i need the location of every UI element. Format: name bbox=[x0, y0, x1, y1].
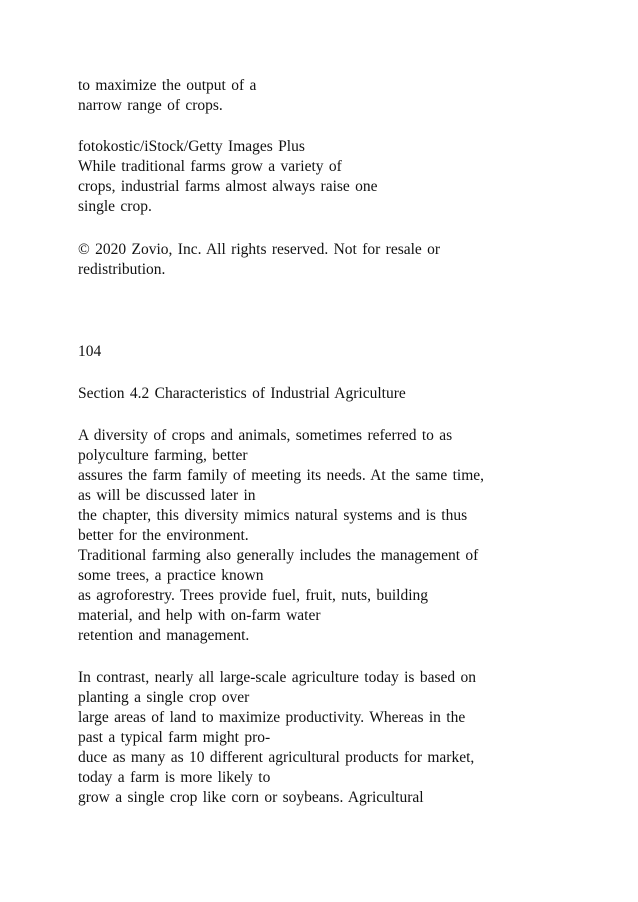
text-line: large areas of land to maximize productivity. Whereas in the bbox=[78, 709, 466, 726]
text-line: narrow range of crops. bbox=[78, 97, 223, 114]
paragraph-crops-output bbox=[78, 76, 608, 116]
text-line: duce as many as 10 different agricultural products for market, bbox=[78, 749, 475, 766]
text-line: grow a single crop like corn or soybeans. Agricultural bbox=[78, 789, 424, 806]
text-line: planting a single crop over bbox=[78, 689, 250, 706]
copyright-line: © 2020 Zovio, Inc. All rights reserved. Not for resale or bbox=[78, 241, 441, 258]
page-number bbox=[78, 342, 608, 362]
text-line: as agroforestry. Trees provide fuel, fruit, nuts, building bbox=[78, 587, 429, 604]
paragraph-polyculture bbox=[78, 426, 608, 646]
text-line: material, and help with on-farm water bbox=[78, 607, 321, 624]
text-line: past a typical farm might pro- bbox=[78, 729, 271, 746]
text-line: the chapter, this diversity mimics natural systems and is thus bbox=[78, 507, 468, 524]
text-line: A diversity of crops and animals, sometimes referred to as bbox=[78, 427, 453, 444]
text-line: better for the environment. bbox=[78, 527, 249, 544]
copyright-notice bbox=[78, 240, 608, 280]
section-heading bbox=[78, 384, 608, 404]
text-line: some trees, a practice known bbox=[78, 567, 264, 584]
text-line: today a farm is more likely to bbox=[78, 769, 271, 786]
text-line: Traditional farming also generally includes the management of bbox=[78, 547, 479, 564]
text-line: In contrast, nearly all large-scale agriculture today is based on bbox=[78, 669, 476, 686]
caption-line: While traditional farms grow a variety of bbox=[78, 158, 342, 175]
photo-credit-caption bbox=[78, 137, 608, 217]
caption-line: single crop. bbox=[78, 198, 152, 215]
page-number-text: 104 bbox=[78, 343, 102, 360]
text-line: as will be discussed later in bbox=[78, 487, 256, 504]
paragraph-large-scale bbox=[78, 668, 608, 808]
photo-credit: fotokostic/iStock/Getty Images Plus bbox=[78, 138, 305, 155]
text-line: polyculture farming, better bbox=[78, 447, 248, 464]
text-line: retention and management. bbox=[78, 627, 250, 644]
text-line: assures the farm family of meeting its needs. At the same time, bbox=[78, 467, 485, 484]
caption-line: crops, industrial farms almost always raise one bbox=[78, 178, 378, 195]
text-line: to maximize the output of a bbox=[78, 77, 257, 94]
copyright-line: redistribution. bbox=[78, 261, 166, 278]
section-title: Section 4.2 Characteristics of Industrial Agriculture bbox=[78, 385, 406, 402]
